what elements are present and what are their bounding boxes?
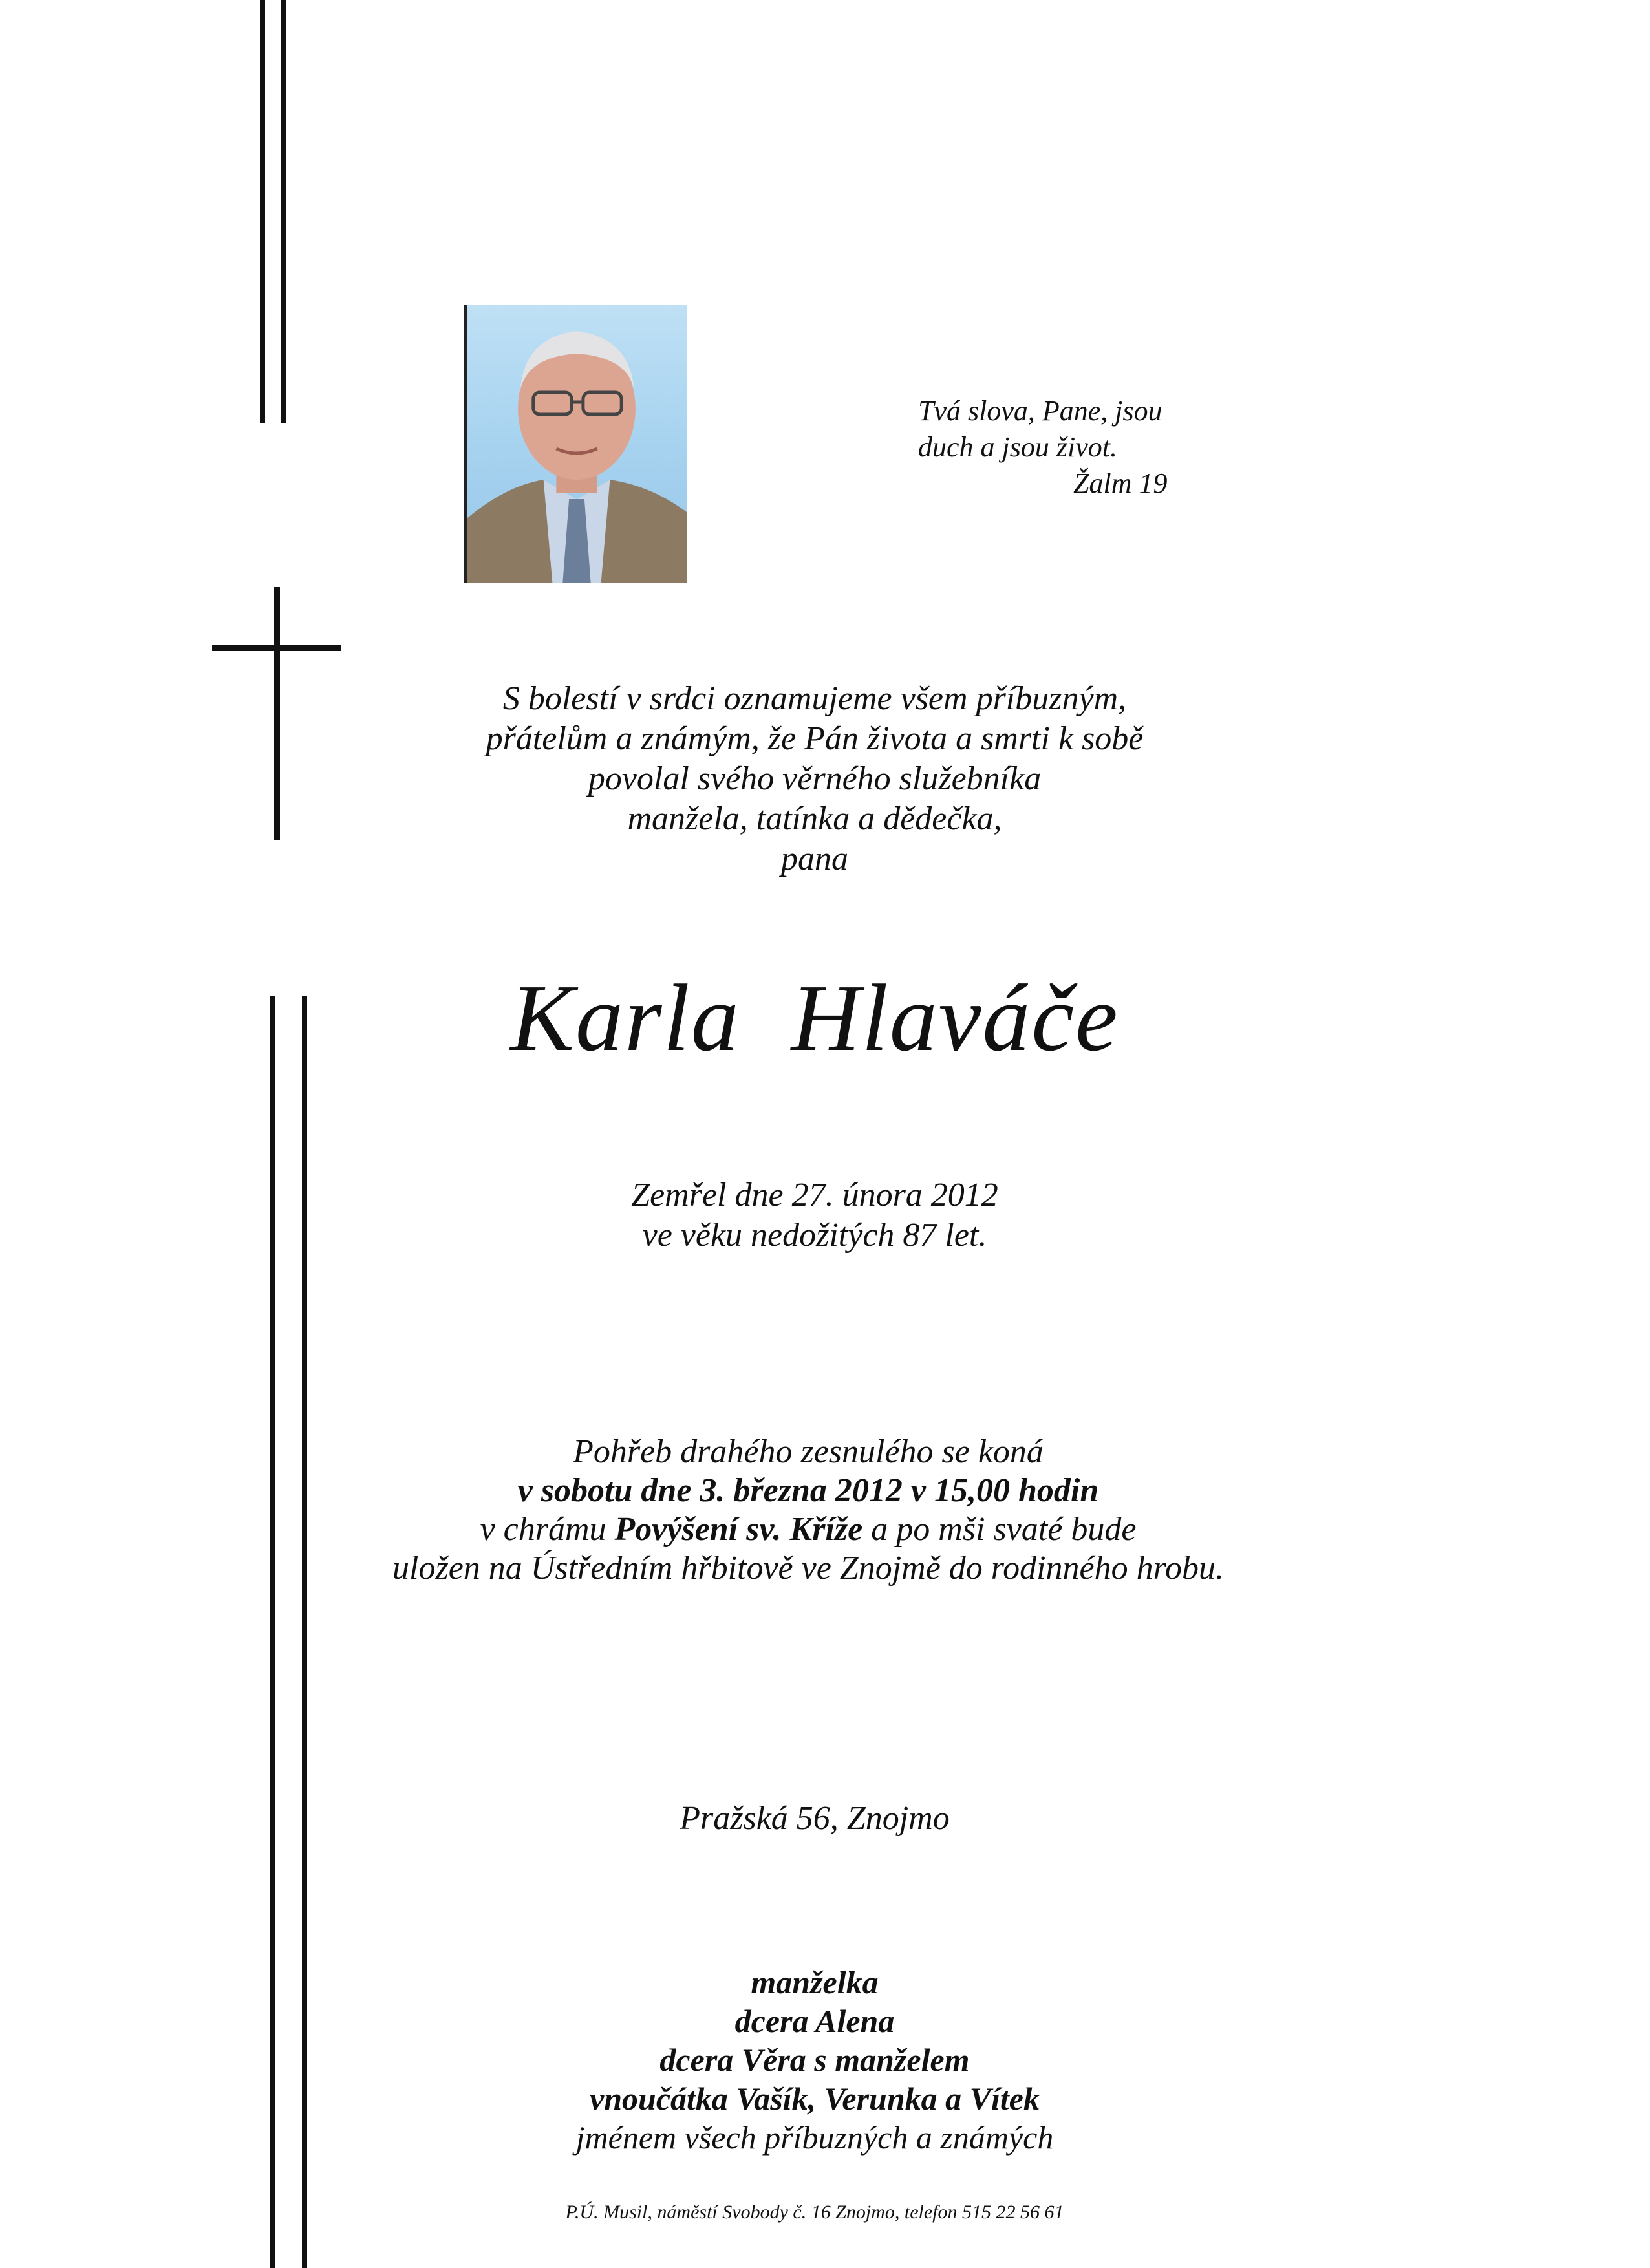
death-info — [362, 1175, 1267, 1256]
death-date: Zemřel dne 27. února 2012 — [631, 1177, 998, 1214]
funeral-church-name: Povýšení sv. Kříže — [614, 1511, 863, 1548]
psalm-quote — [918, 393, 1216, 502]
mourning-line-bottom-right — [302, 996, 307, 2268]
cross-icon-horizontal — [212, 645, 341, 651]
funeral-line-1: Pohřeb drahého zesnulého se koná — [573, 1433, 1044, 1470]
funeral-church-prefix: v chrámu — [480, 1511, 615, 1548]
announcement-line: manžela, tatínka a dědečka, — [627, 800, 1002, 837]
announcement-line: povolal svého věrného služebníka — [588, 760, 1042, 797]
announcement-line: S bolestí v srdci oznamujeme všem příbuzným, — [502, 680, 1127, 717]
funeral-datetime: v sobotu dne 3. března 2012 v 15,00 hodin — [517, 1472, 1099, 1509]
cross-icon-vertical — [274, 587, 280, 840]
quote-reference: Žalm 19 — [1073, 467, 1168, 499]
family-closing: jménem všech příbuzných a známých — [575, 2119, 1054, 2156]
funeral-service-footer: P.Ú. Musil, náměstí Svobody č. 16 Znojmo, telefon 515 22 56 61 — [565, 2201, 1064, 2223]
family-member: vnoučátka Vašík, Verunka a Vítek — [590, 2081, 1040, 2117]
home-address: Pražská 56, Znojmo — [680, 1800, 950, 1837]
funeral-burial: uložen na Ústředním hřbitově ve Znojmě do rodinného hrobu. — [392, 1550, 1224, 1587]
death-age: ve věku nedožitých 87 let. — [642, 1217, 987, 1254]
family-member: manželka — [751, 1964, 879, 2000]
mourning-line-top-right — [281, 0, 286, 423]
mourning-line-top-left — [260, 0, 265, 423]
announcement-line: přátelům a známým, že Pán života a smrti k sobě — [486, 720, 1144, 757]
mourning-line-bottom-left — [270, 996, 275, 2268]
deceased-name: Karla Hlaváče — [510, 965, 1119, 1071]
quote-line-1: Tvá slova, Pane, jsou — [918, 395, 1162, 427]
family-signature — [362, 1963, 1267, 2157]
funeral-line-3 — [246, 1510, 1371, 1549]
announcement-line: pana — [781, 840, 848, 877]
funeral-info — [246, 1433, 1371, 1588]
announcement-text — [362, 679, 1267, 879]
quote-line-2: duch a jsou život. — [918, 431, 1117, 463]
funeral-church-suffix: a po mši svaté bude — [862, 1511, 1137, 1548]
family-member: dcera Věra s manželem — [659, 2042, 970, 2078]
portrait-photo — [464, 305, 687, 583]
family-member: dcera Alena — [734, 2003, 895, 2039]
